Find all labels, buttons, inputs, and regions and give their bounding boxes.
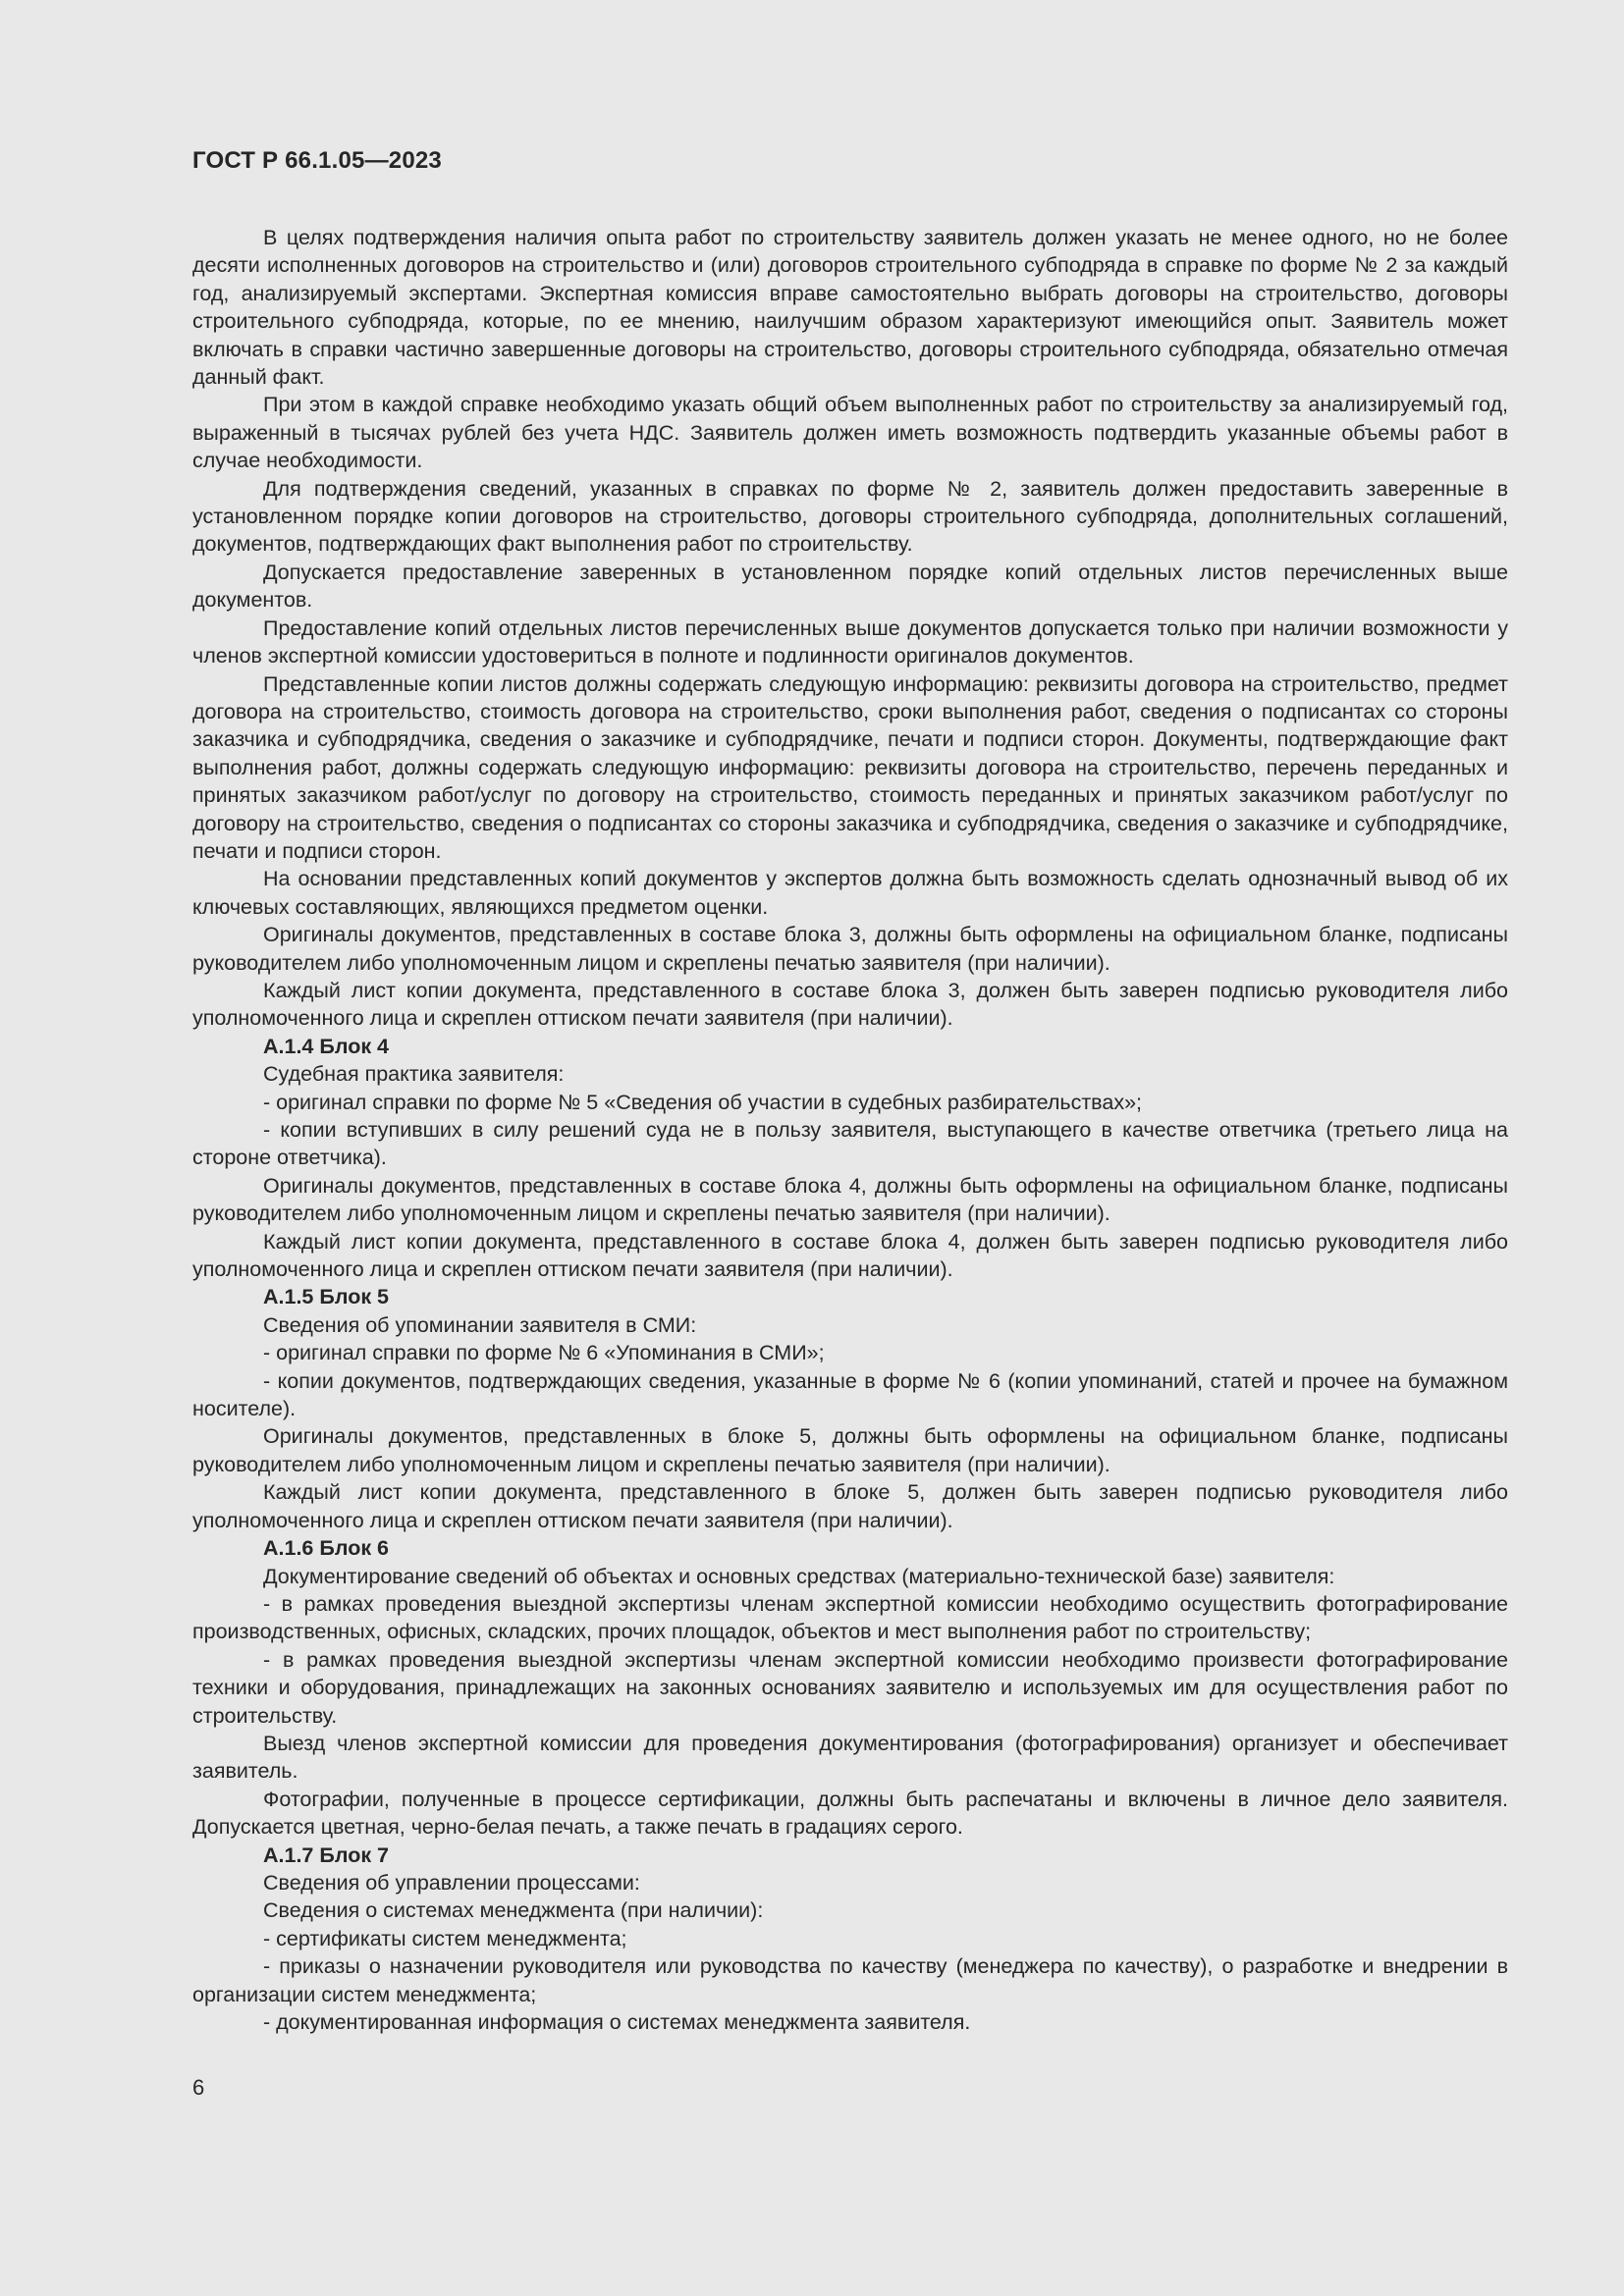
paragraph: Каждый лист копии документа, представленного в составе блока 4, должен быть заверен подписью руководителя либо уполномоченного лица и скреплен оттиском печати заявителя (при наличии).: [192, 1229, 1508, 1282]
paragraph: Для подтверждения сведений, указанных в справках по форме № 2, заявитель должен предоставить заверенные в установленном порядке копии договоров на строительство, договоры строительного субподряда, дополнительных соглашений, документов, подтверждающих факт выполнения работ по строительству.: [192, 476, 1508, 557]
paragraph: На основании представленных копий документов у экспертов должна быть возможность сделать однозначный вывод об их ключевых составляющих, являющихся предметом оценки.: [192, 867, 1508, 919]
document-body: [192, 224, 1508, 2036]
paragraph: Судебная практика заявителя:: [263, 1062, 565, 1087]
paragraph: Сведения об упоминании заявителя в СМИ:: [263, 1312, 697, 1337]
paragraph: Оригиналы документов, представленных в блоке 5, должны быть оформлены на официальном бланке, подписаны руководителем либо уполномоченным лицом и скреплены печатью заявителя (при наличии).: [192, 1424, 1508, 1476]
paragraph: Сведения о системах менеджмента (при наличии):: [263, 1898, 764, 1923]
paragraph: Предоставление копий отдельных листов перечисленных выше документов допускается только при наличии возможности у членов экспертной комиссии удостовериться в полноте и подлинности оригиналов документов.: [192, 615, 1508, 668]
list-item: - копии документов, подтверждающих сведения, указанные в форме № 6 (копии упоминаний, статей и прочее на бумажном носителе).: [192, 1368, 1508, 1421]
paragraph: Фотографии, полученные в процессе сертификации, должны быть распечатаны и включены в личное дело заявителя. Допускается цветная, черно-белая печать, а также печать в градациях серого.: [192, 1787, 1508, 1840]
paragraph: В целях подтверждения наличия опыта работ по строительству заявитель должен указать не менее одного, но не более десяти исполненных договоров на строительство и (или) договоров строительного субподряда в справке по форме № 2 за каждый год, анализируемый экспертами. Экспертная комиссия вправе самостоятельно выбрать договоры на строительство, договоры строительного субподряда, которые, по ее мнению, наилучшим образом характеризуют имеющийся опыт. Заявитель может включать в справки частично завершенные договоры на строительство, договоры строительного субподряда, обязательно отмечая данный факт.: [192, 226, 1508, 390]
paragraph: Оригиналы документов, представленных в составе блока 4, должны быть оформлены на официальном бланке, подписаны руководителем либо уполномоченным лицом и скреплены печатью заявителя (при наличии).: [192, 1173, 1508, 1226]
document-code-header: ГОСТ Р 66.1.05—2023: [192, 147, 442, 174]
list-item: - оригинал справки по форме № 5 «Сведения об участии в судебных разбирательствах»;: [263, 1090, 1143, 1114]
list-item: - приказы о назначении руководителя или руководства по качеству (менеджера по качеству), о разработке и внедрении в организации систем менеджмента;: [192, 1954, 1508, 2006]
list-item: - оригинал справки по форме № 6 «Упоминания в СМИ»;: [263, 1341, 825, 1365]
section-heading-block-6: А.1.6 Блок 6: [263, 1536, 390, 1561]
paragraph: Каждый лист копии документа, представленного в блоке 5, должен быть заверен подписью руководителя либо уполномоченного лица и скреплен оттиском печати заявителя (при наличии).: [192, 1480, 1508, 1532]
section-heading-block-4: А.1.4 Блок 4: [263, 1034, 390, 1058]
paragraph: Допускается предоставление заверенных в установленном порядке копий отдельных листов перечисленных выше документов.: [192, 560, 1508, 613]
paragraph: Представленные копии листов должны содержать следующую информацию: реквизиты договора на строительство, предмет договора на строительство, стоимость договора на строительство, сроки выполнения работ, сведения о подписантах со стороны заказчика и субподрядчика, сведения о заказчике и субподрядчике, печати и подписи сторон. Документы, подтверждающие факт выполнения работ, должны содержать следующую информацию: реквизиты договора на строительство, перечень переданных и принятых заказчиком работ/услуг по договору на строительство, стоимость переданных и принятых заказчиком работ/услуг по договору на строительство, сведения о подписантах со стороны заказчика и субподрядчика, сведения о заказчике и субподрядчике, печати и подписи сторон.: [192, 671, 1508, 863]
paragraph: Документирование сведений об объектах и основных средствах (материально-технической базе) заявителя:: [263, 1564, 1335, 1588]
list-item: - в рамках проведения выездной экспертизы членам экспертной комиссии необходимо осуществить фотографирование производственных, офисных, складских, прочих площадок, объектов и мест выполнения работ по строительству;: [192, 1591, 1508, 1644]
list-item: - копии вступивших в силу решений суда не в пользу заявителя, выступающего в качестве ответчика (третьего лица на стороне ответчика).: [192, 1118, 1508, 1170]
paragraph: Сведения об управлении процессами:: [263, 1870, 640, 1895]
page-number: 6: [192, 2075, 205, 2100]
list-item: - документированная информация о системах менеджмента заявителя.: [263, 2010, 971, 2034]
paragraph: Оригиналы документов, представленных в составе блока 3, должны быть оформлены на официальном бланке, подписаны руководителем либо уполномоченным лицом и скреплены печатью заявителя (при наличии).: [192, 923, 1508, 975]
list-item: - сертификаты систем менеджмента;: [263, 1926, 627, 1950]
list-item: - в рамках проведения выездной экспертизы членам экспертной комиссии необходимо произвести фотографирование техники и оборудования, принадлежащих на законных основаниях заявителю и используемых им для осуществления работ по строительству.: [192, 1647, 1508, 1728]
section-heading-block-5: А.1.5 Блок 5: [263, 1285, 390, 1309]
section-heading-block-7: А.1.7 Блок 7: [263, 1842, 390, 1867]
paragraph: При этом в каждой справке необходимо указать общий объем выполненных работ по строительству за анализируемый год, выраженный в тысячах рублей без учета НДС. Заявитель должен иметь возможность подтвердить указанные объемы работ в случае необходимости.: [192, 393, 1508, 473]
paragraph: Каждый лист копии документа, представленного в составе блока 3, должен быть заверен подписью руководителя либо уполномоченного лица и скреплен оттиском печати заявителя (при наличии).: [192, 978, 1508, 1031]
paragraph: Выезд членов экспертной комиссии для проведения документирования (фотографирования) организует и обеспечивает заявитель.: [192, 1731, 1508, 1784]
